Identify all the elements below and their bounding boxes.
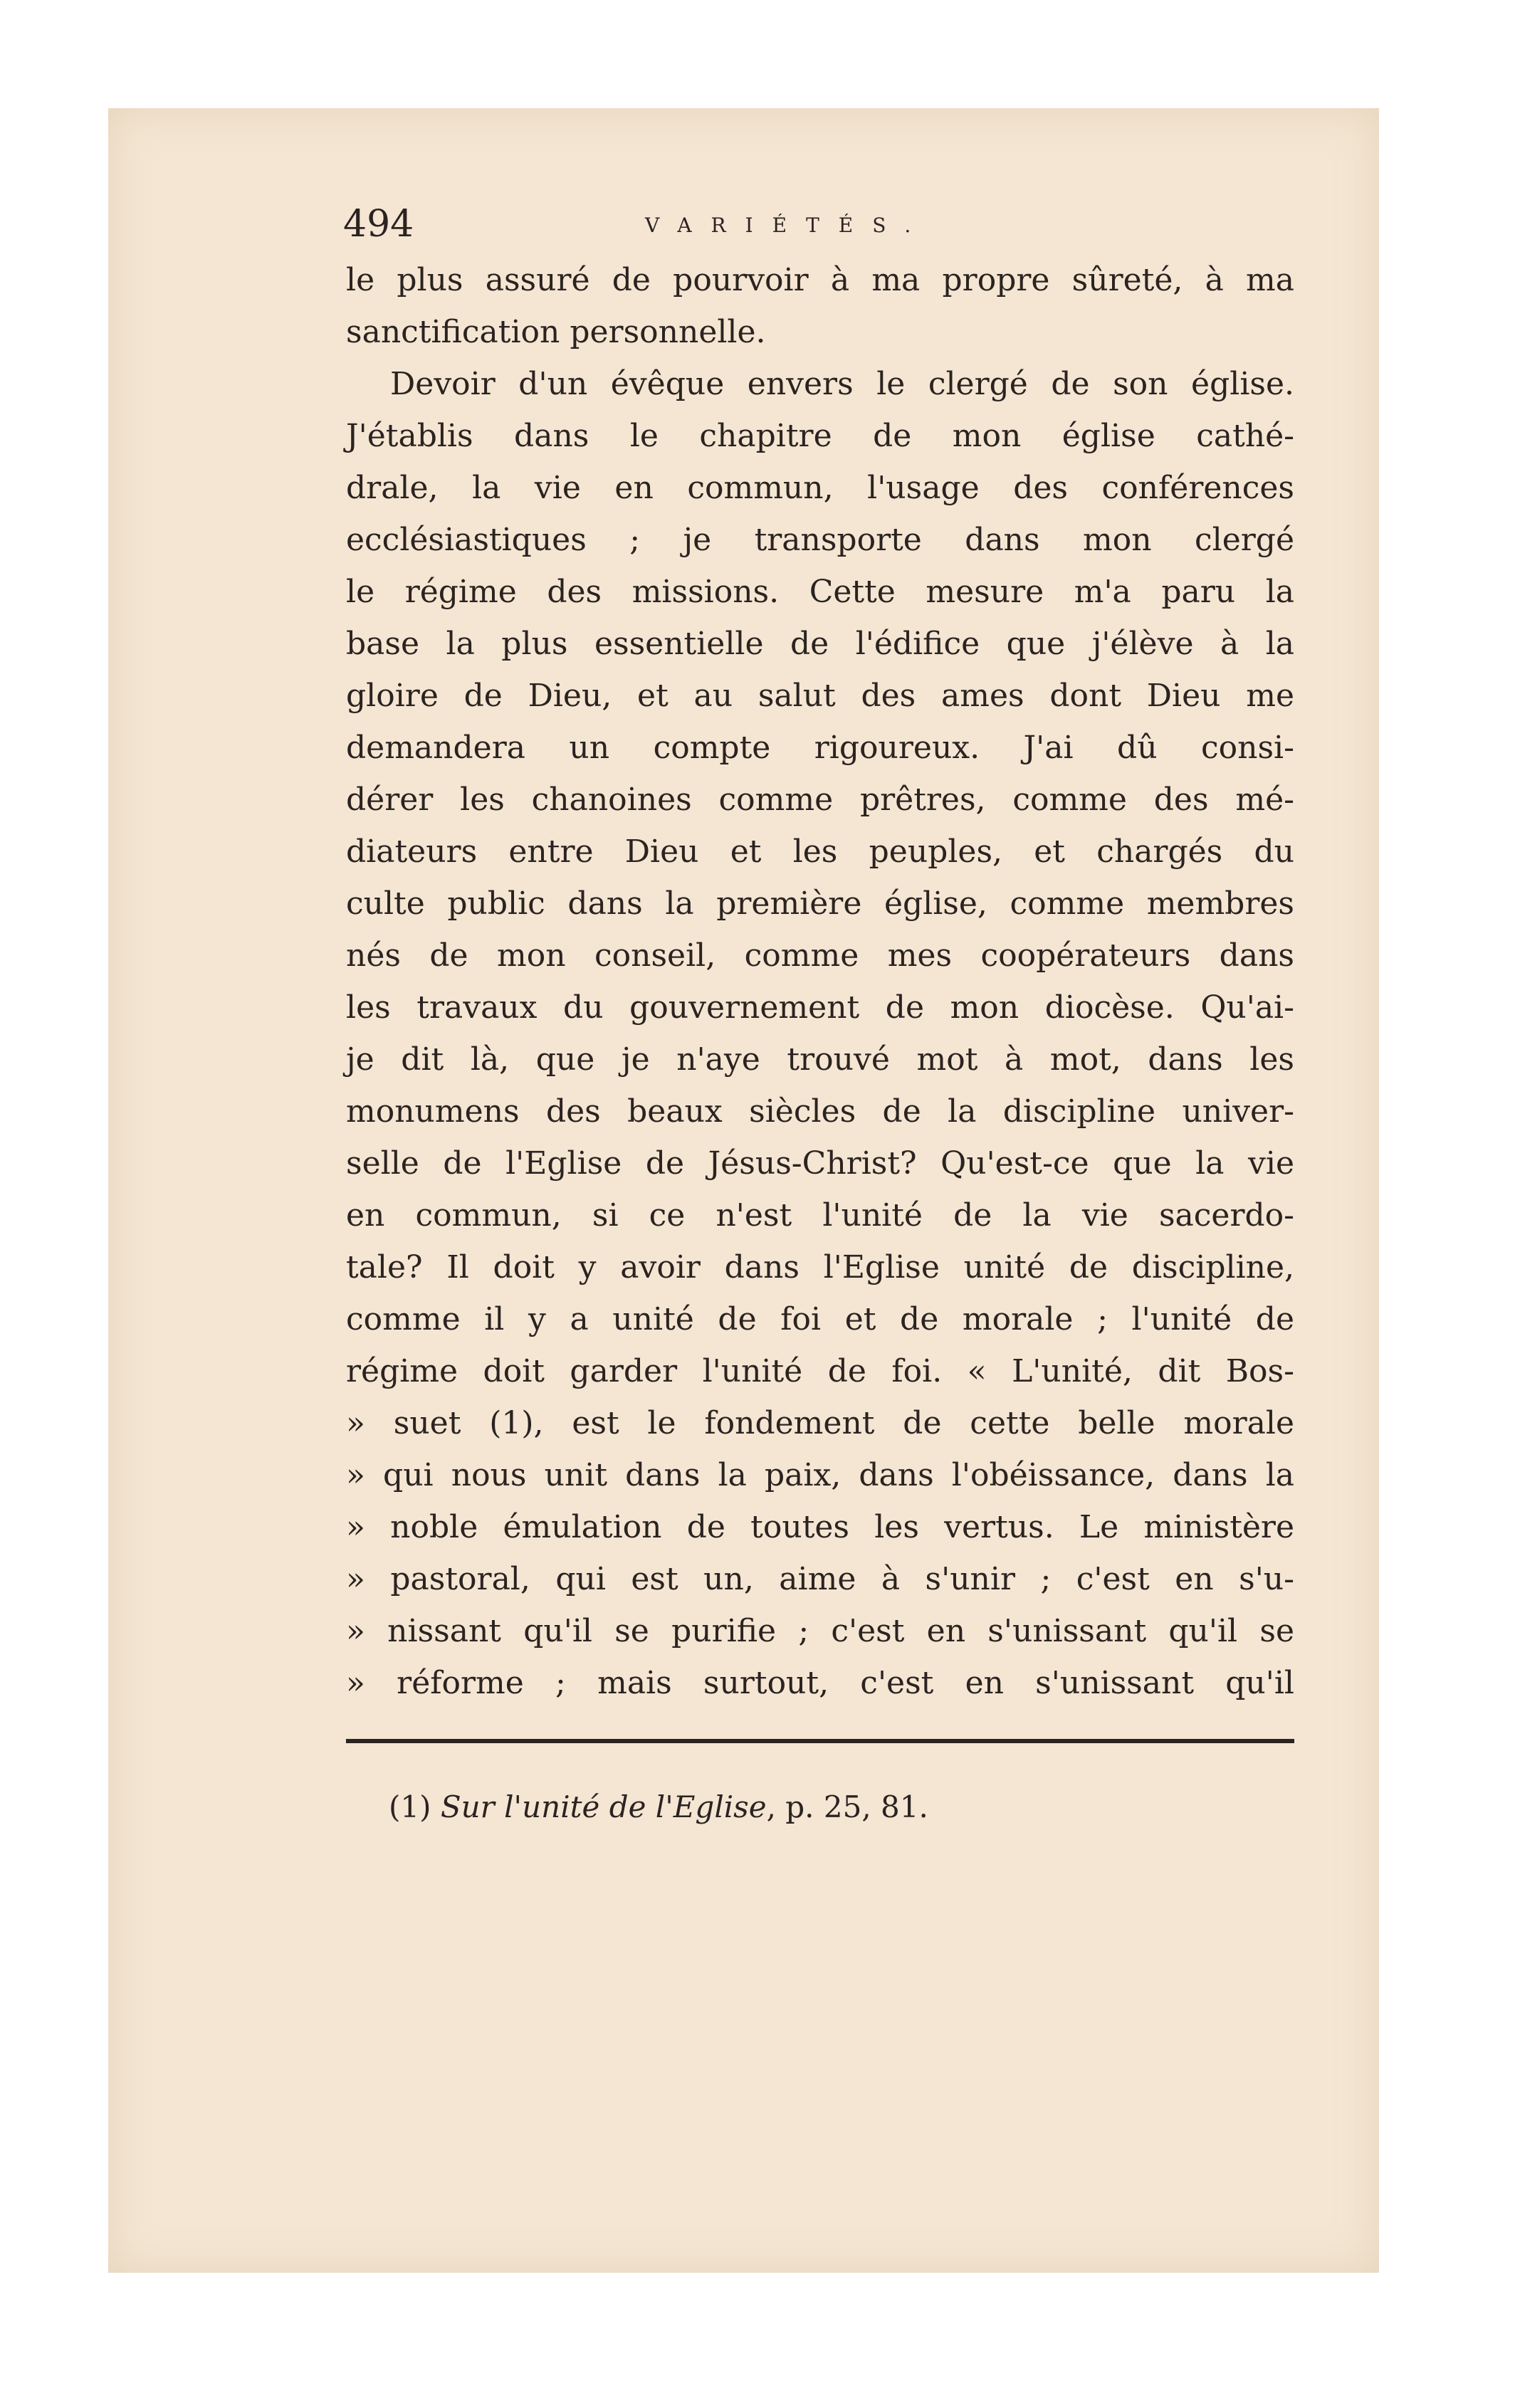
- text-line: » suet (1), est le fondement de cette belle morale: [346, 1405, 1294, 1441]
- text-line: demandera un compte rigoureux. J'ai dû consi-: [346, 730, 1294, 766]
- text-line: monumens des beaux siècles de la discipline univer-: [346, 1093, 1294, 1130]
- text-line: les travaux du gouvernement de mon diocèse. Qu'ai-: [346, 989, 1294, 1026]
- footnote-reference: , p. 25, 81.: [766, 1789, 928, 1824]
- text-line: selle de l'Eglise de Jésus-Christ? Qu'est-ce que la vie: [346, 1145, 1294, 1182]
- page-content: [343, 203, 1294, 1829]
- text-line: comme il y a unité de foi et de morale ; l'unité de: [346, 1301, 1294, 1337]
- text-line: tale? Il doit y avoir dans l'Eglise unité de discipline,: [346, 1249, 1294, 1286]
- page-number: 494: [343, 203, 414, 246]
- running-title: VARIÉTÉS.: [645, 214, 931, 237]
- page-header: [343, 203, 1294, 250]
- text-line: dérer les chanoines comme prêtres, comme des mé-: [346, 782, 1294, 818]
- text-line: je dit là, que je n'aye trouvé mot à mot, dans les: [346, 1041, 1294, 1078]
- text-line: » nissant qu'il se purifie ; c'est en s'unissant qu'il se: [346, 1613, 1294, 1649]
- text-line: Devoir d'un évêque envers le clergé de son église.: [390, 366, 1294, 402]
- text-line: drale, la vie en commun, l'usage des conférences: [346, 470, 1294, 506]
- text-line: » noble émulation de toutes les vertus. Le ministère: [346, 1509, 1294, 1545]
- text-line: J'établis dans le chapitre de mon église cathé-: [346, 418, 1294, 454]
- footnote: [346, 1786, 1294, 1829]
- text-line: régime doit garder l'unité de foi. « L'unité, dit Bos-: [346, 1353, 1294, 1389]
- body-text: [346, 254, 1294, 1709]
- text-line: le régime des missions. Cette mesure m'a paru la: [346, 574, 1294, 610]
- text-line: » qui nous unit dans la paix, dans l'obéissance, dans la: [346, 1457, 1294, 1493]
- text-line: le plus assuré de pourvoir à ma propre sûreté, à ma: [346, 262, 1294, 298]
- text-line: gloire de Dieu, et au salut des ames dont Dieu me: [346, 678, 1294, 714]
- text-line: sanctification personnelle.: [346, 314, 766, 350]
- text-line: ecclésiastiques ; je transporte dans mon clergé: [346, 522, 1294, 558]
- text-line: » pastoral, qui est un, aime à s'unir ; c'est en s'u-: [346, 1561, 1294, 1597]
- text-line: en commun, si ce n'est l'unité de la vie sacerdo-: [346, 1197, 1294, 1234]
- footnote-marker: (1): [389, 1789, 431, 1824]
- text-line: culte public dans la première église, comme membres: [346, 885, 1294, 922]
- text-line: nés de mon conseil, comme mes coopérateurs dans: [346, 937, 1294, 974]
- text-line: base la plus essentielle de l'édifice que j'élève à la: [346, 626, 1294, 662]
- footnote-title: Sur l'unité de l'Eglise: [440, 1789, 767, 1824]
- footnote-divider: [346, 1739, 1294, 1743]
- text-line: diateurs entre Dieu et les peuples, et chargés du: [346, 834, 1294, 870]
- text-line: » réforme ; mais surtout, c'est en s'unissant qu'il: [346, 1665, 1294, 1701]
